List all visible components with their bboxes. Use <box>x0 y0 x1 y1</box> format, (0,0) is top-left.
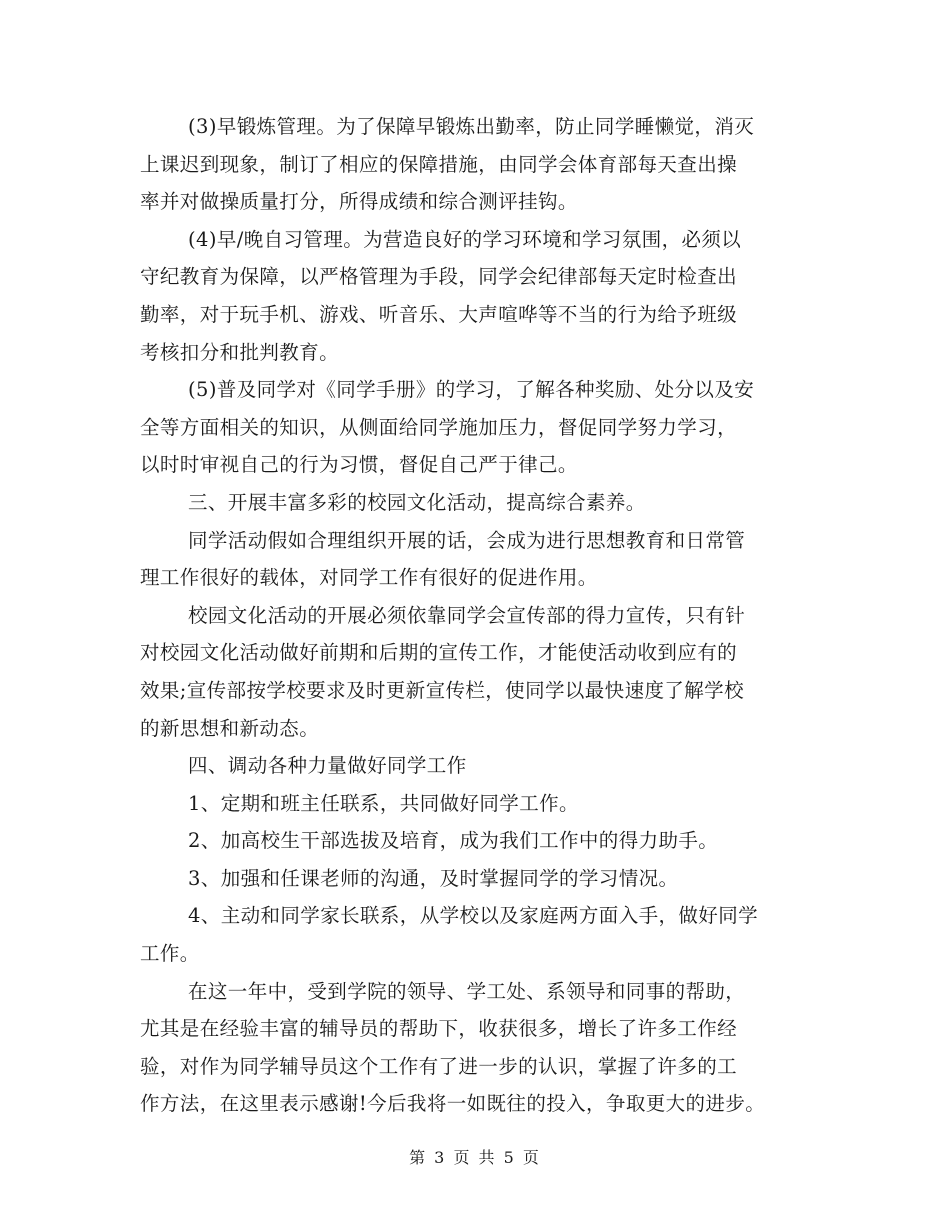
text-line: 勤率，对于玩手机、游戏、听音乐、大声喧哗等不当的行为给予班级 <box>140 302 738 326</box>
text-line: 守纪教育为保障，以严格管理为手段，同学会纪律部每天定时检查出 <box>140 265 738 289</box>
text-line: 同学活动假如合理组织开展的话，会成为进行思想教育和日常管 <box>188 528 746 552</box>
list-item: 2、加高校生干部选拔及培育，成为我们工作中的得力助手。 <box>188 829 719 853</box>
list-item: 3、加强和任课老师的沟通，及时掌握同学的学习情况。 <box>188 866 679 890</box>
text-line: 效果;宣传部按学校要求及时更新宣传栏，使同学以最快速度了解学校 <box>140 678 744 702</box>
text-line: 的新思想和新动态。 <box>140 716 320 740</box>
text-line: 全等方面相关的知识，从侧面给同学施加压力，督促同学努力学习， <box>140 415 738 439</box>
text-line: 尤其是在经验丰富的辅导员的帮助下，收获很多，增长了许多工作经 <box>140 1017 738 1041</box>
list-item: 4、主动和同学家长联系，从学校以及家庭两方面入手，做好同学 <box>188 904 759 928</box>
section-heading: 三、开展丰富多彩的校园文化活动，提高综合素养。 <box>188 490 646 514</box>
text-line: 作方法，在这里表示感谢!今后我将一如既往的投入，争取更大的进步。 <box>140 1092 766 1116</box>
text-line: 上课迟到现象，制订了相应的保障措施，由同学会体育部每天查出操 <box>140 152 738 176</box>
text-line: 校园文化活动的开展必须依靠同学会宣传部的得力宣传，只有针 <box>188 603 746 627</box>
text-line: (5)普及同学对《同学手册》的学习，了解各种奖励、处分以及安 <box>188 378 755 402</box>
text-line: 工作。 <box>140 942 200 966</box>
text-line: 率并对做操质量打分，所得成绩和综合测评挂钩。 <box>140 190 578 214</box>
text-line: 考核扣分和批判教育。 <box>140 340 340 364</box>
text-line: 在这一年中，受到学院的领导、学工处、系领导和同事的帮助， <box>188 979 746 1003</box>
text-line: 验，对作为同学辅导员这个工作有了进一步的认识，掌握了许多的工 <box>140 1054 738 1078</box>
text-line: 以时时审视自己的行为习惯，督促自己严于律己。 <box>140 453 578 477</box>
text-line: (4)早/晚自习管理。为营造良好的学习环境和学习氛围，必须以 <box>188 227 742 251</box>
list-item: 1、定期和班主任联系，共同做好同学工作。 <box>188 791 579 815</box>
section-heading: 四、调动各种力量做好同学工作 <box>188 754 467 778</box>
page-number-footer: 第 3 页 共 5 页 <box>409 1148 541 1167</box>
document-body <box>140 108 830 1123</box>
text-line: 对校园文化活动做好前期和后期的宣传工作，才能使活动收到应有的 <box>140 641 738 665</box>
text-line: (3)早锻炼管理。为了保障早锻炼出勤率，防止同学睡懒觉，消灭 <box>188 115 755 138</box>
text-line: 理工作很好的载体，对同学工作有很好的促进作用。 <box>140 566 598 590</box>
